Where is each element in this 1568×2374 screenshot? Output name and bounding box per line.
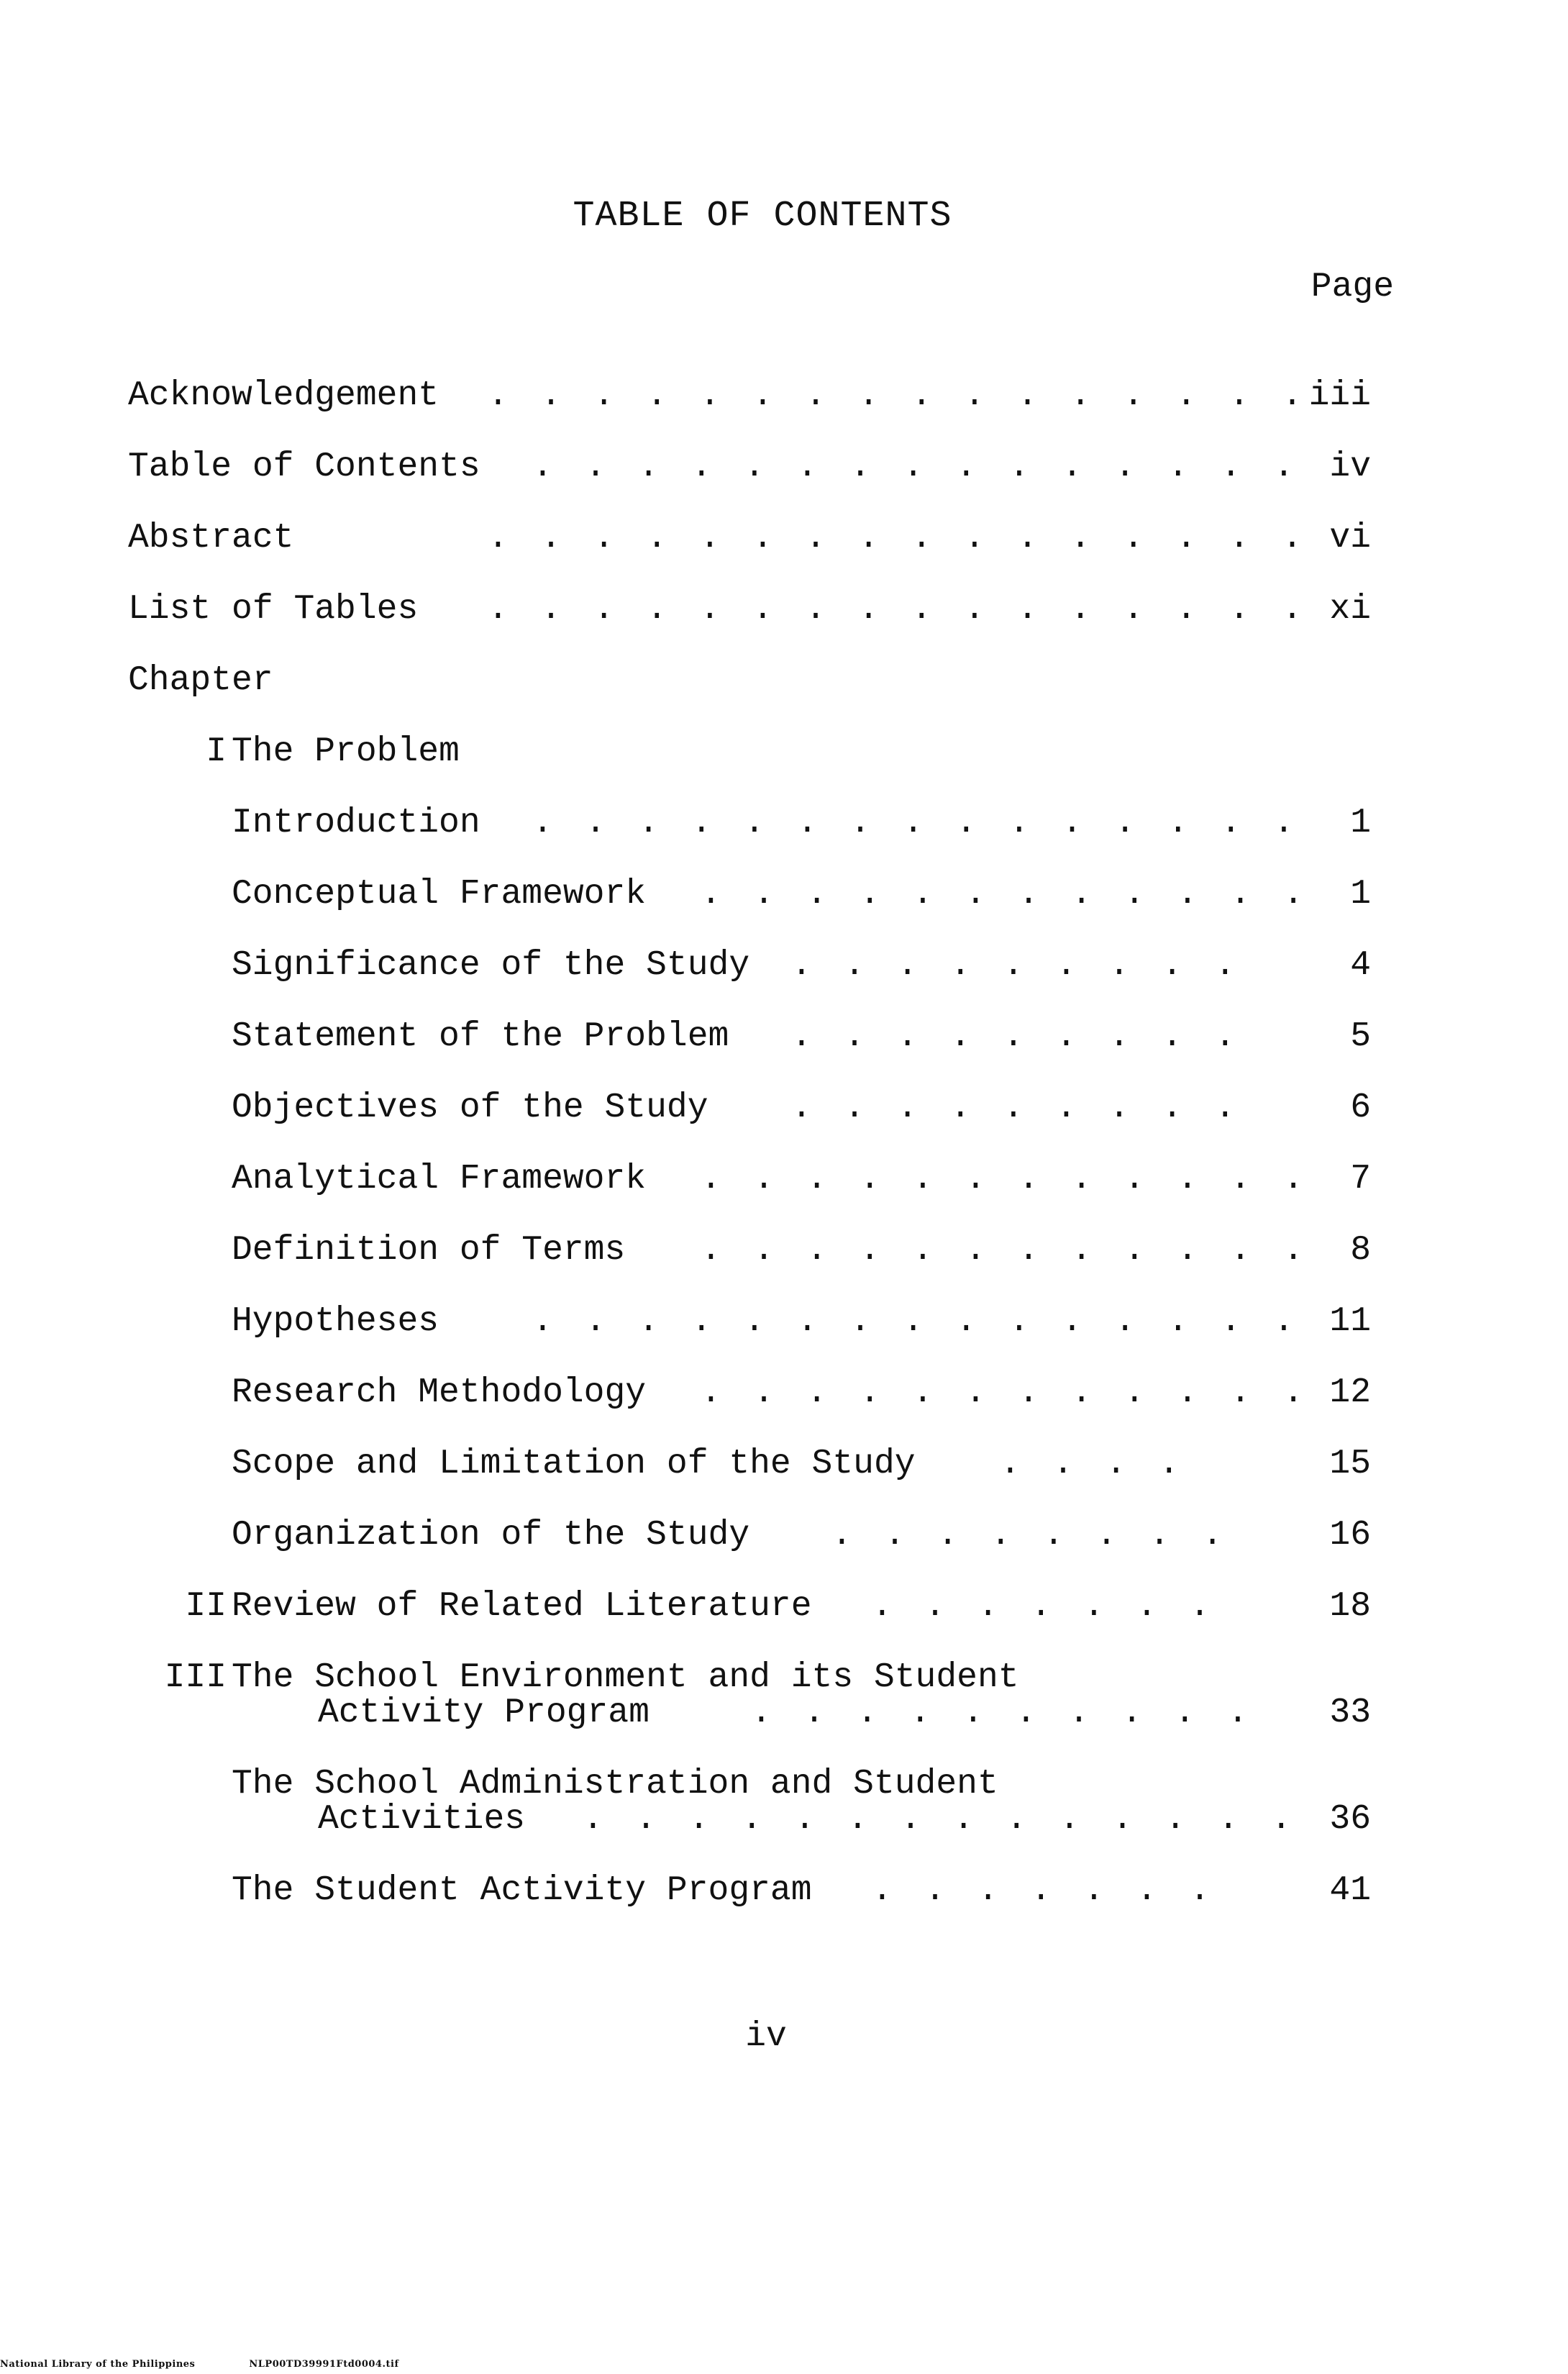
dot-leader: . . . . . . . . . . . . bbox=[701, 1160, 1310, 1199]
chapter-2-numeral: II bbox=[185, 1587, 227, 1626]
toc-page-table-of-contents: iv bbox=[1329, 447, 1371, 486]
toc-page-school-administration: 36 bbox=[1329, 1800, 1371, 1839]
dot-leader: . . . . . . . . . bbox=[791, 1088, 1241, 1127]
dot-leader: . . . . . . . . . . . . . . . . bbox=[488, 519, 1308, 558]
toc-page-hypotheses: 11 bbox=[1329, 1302, 1371, 1341]
footer-library: National Library of the Philippines bbox=[0, 2359, 196, 2370]
toc-entry-research-methodology: Research Methodology bbox=[232, 1373, 647, 1412]
toc-page-statement-of-problem: 5 bbox=[1350, 1017, 1371, 1056]
dot-leader: . . . . bbox=[1000, 1445, 1185, 1483]
toc-entry-list-of-tables: List of Tables bbox=[128, 590, 419, 629]
toc-entry-hypotheses: Hypotheses bbox=[232, 1302, 439, 1341]
toc-page-chapter-3: 33 bbox=[1329, 1693, 1371, 1732]
toc-entry-statement-of-problem: Statement of the Problem bbox=[232, 1017, 729, 1056]
toc-page-student-activity-program: 41 bbox=[1329, 1871, 1371, 1910]
toc-entry-school-administration-line2: Activities bbox=[318, 1800, 526, 1839]
dot-leader: . . . . . . . . . bbox=[791, 946, 1241, 985]
toc-page-list-of-tables: xi bbox=[1329, 590, 1371, 629]
dot-leader: . . . . . . . . bbox=[831, 1516, 1229, 1555]
dot-leader: . . . . . . . . . . . . bbox=[701, 875, 1310, 914]
dot-leader: . . . . . . . . . . . . . . . bbox=[532, 447, 1300, 486]
toc-page-objectives: 6 bbox=[1350, 1088, 1371, 1127]
toc-entry-introduction: Introduction bbox=[232, 804, 480, 842]
toc-entry-table-of-contents: Table of Contents bbox=[128, 447, 480, 486]
toc-entry-analytical-framework: Analytical Framework bbox=[232, 1160, 647, 1199]
toc-page-definition-of-terms: 8 bbox=[1350, 1231, 1371, 1270]
toc-entry-objectives: Objectives of the Study bbox=[232, 1088, 708, 1127]
footer-file-id: NLP00TD39991Ftd0004.tif bbox=[249, 2359, 399, 2370]
toc-page-acknowledgement: iii bbox=[1308, 376, 1371, 415]
dot-leader: . . . . . . . . . . . . . . bbox=[583, 1800, 1298, 1839]
toc-page-organization: 16 bbox=[1329, 1516, 1371, 1555]
dot-leader: . . . . . . . . . . . . bbox=[701, 1231, 1310, 1270]
toc-page-analytical-framework: 7 bbox=[1350, 1160, 1371, 1199]
toc-entry-acknowledgement: Acknowledgement bbox=[128, 376, 439, 415]
dot-leader: . . . . . . . . . . bbox=[751, 1693, 1254, 1732]
toc-entry-definition-of-terms: Definition of Terms bbox=[232, 1231, 626, 1270]
scan-footer bbox=[0, 2359, 450, 2370]
chapter-3-title-line1: The School Environment and its Student bbox=[232, 1658, 1019, 1697]
dot-leader: . . . . . . . bbox=[872, 1587, 1216, 1626]
dot-leader: . . . . . . . . . . . . bbox=[701, 1373, 1310, 1412]
chapter-heading: Chapter bbox=[128, 661, 273, 700]
toc-entry-organization: Organization of the Study bbox=[232, 1516, 750, 1555]
toc-page-introduction: 1 bbox=[1350, 804, 1371, 842]
page-number: iv bbox=[745, 2017, 787, 2056]
toc-page-chapter-2: 18 bbox=[1329, 1587, 1371, 1626]
chapter-3-title-line2: Activity Program bbox=[318, 1693, 649, 1732]
dot-leader: . . . . . . . . . . . . . . . bbox=[532, 1302, 1300, 1341]
dot-leader: . . . . . . . . . bbox=[791, 1017, 1241, 1056]
chapter-1-title: The Problem bbox=[232, 732, 460, 771]
chapter-3-numeral: III bbox=[164, 1658, 227, 1697]
page-title: TABLE OF CONTENTS bbox=[573, 196, 952, 237]
toc-page-conceptual-framework: 1 bbox=[1350, 875, 1371, 914]
dot-leader: . . . . . . . bbox=[872, 1871, 1216, 1910]
toc-entry-abstract: Abstract bbox=[128, 519, 294, 558]
toc-entry-school-administration-line1: The School Administration and Student bbox=[232, 1765, 998, 1804]
dot-leader: . . . . . . . . . . . . . . . . bbox=[488, 376, 1308, 415]
chapter-1-numeral: I bbox=[206, 732, 227, 771]
toc-entry-scope-and-limitation: Scope and Limitation of the Study bbox=[232, 1445, 916, 1483]
dot-leader: . . . . . . . . . . . . . . . bbox=[532, 804, 1300, 842]
toc-entry-conceptual-framework: Conceptual Framework bbox=[232, 875, 647, 914]
toc-page-abstract: vi bbox=[1329, 519, 1371, 558]
toc-entry-significance: Significance of the Study bbox=[232, 946, 750, 985]
chapter-2-title: Review of Related Literature bbox=[232, 1587, 812, 1626]
toc-page-significance: 4 bbox=[1350, 946, 1371, 985]
toc-page-research-methodology: 12 bbox=[1329, 1373, 1371, 1412]
toc-page-scope-and-limitation: 15 bbox=[1329, 1445, 1371, 1483]
page-column-header: Page bbox=[1311, 268, 1394, 306]
dot-leader: . . . . . . . . . . . . . . . . bbox=[488, 590, 1308, 629]
toc-entry-student-activity-program: The Student Activity Program bbox=[232, 1871, 812, 1910]
